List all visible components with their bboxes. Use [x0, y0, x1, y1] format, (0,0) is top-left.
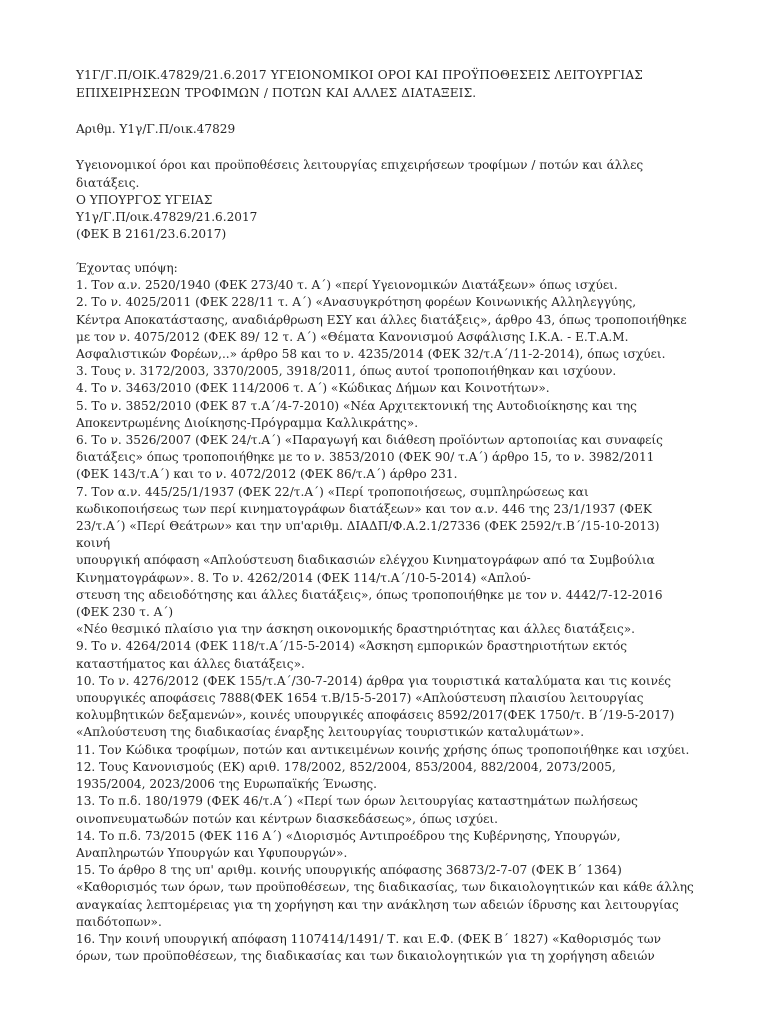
- document-text-line: Ασφαλιστικών Φορέων,..» άρθρο 58 και το ν. 4235/2014 (ΦΕΚ 32/τ.Α΄/11-2-2014), όπως ισχύει.: [76, 347, 666, 362]
- document-text-line: 11. Τον Κώδικα τροφίμων, ποτών και αντικειμένων κοινής χρήσης όπως τροποποιήθηκε και ισχύει.: [76, 742, 690, 757]
- document-text-line: 13. Το π.δ. 180/1979 (ΦΕΚ 46/τ.Α΄) «Περί των όρων λειτουργίας καταστημάτων πωλήσεως: [76, 794, 638, 809]
- considering-list: [76, 277, 696, 965]
- authority-line: Υ1γ/Γ.Π/οικ.47829/21.6.2017: [76, 210, 258, 224]
- title-line: Υγειονομικοί όροι και προϋποθέσεις λειτουργίας επιχειρήσεων τροφίμων / ποτών και άλλες: [76, 158, 644, 172]
- document-text-line: 5. Το ν. 3852/2010 (ΦΕΚ 87 τ.Α΄/4-7-2010) «Νέα Αρχιτεκτονική της Αυτοδιοίκησης και της: [76, 398, 637, 413]
- document-text-line: με τον ν. 4075/2012 (ΦΕΚ 89/ 12 τ. Α΄) «Θέματα Κανονισμού Ασφάλισης Ι.Κ.Α. - Ε.Τ.Α.Μ.: [76, 329, 629, 344]
- document-text-line: κωδικοποιήσεως των περί κινηματογράφων διατάξεων» και τον α.ν. 446 της 23/1/1937 (ΦΕΚ: [76, 501, 652, 516]
- heading-line: Υ1Γ/Γ.Π/ΟΙΚ.47829/21.6.2017 ΥΓΕΙΟΝΟΜΙΚΟΙ ΟΡΟΙ ΚΑΙ ΠΡΟΫΠΟΘΕΣΕΙΣ ΛΕΙΤΟΥΡΓΙΑΣ: [76, 68, 643, 82]
- document-text-line: υπουργικές αποφάσεις 7888(ΦΕΚ 1654 τ.Β/15-5-2017) «Απλούστευση πλαισίου λειτουργίας: [76, 691, 644, 706]
- document-text-line: 3. Τους ν. 3172/2003, 3370/2005, 3918/2011, όπως αυτοί τροποποιήθηκαν και ισχύουν.: [76, 364, 617, 379]
- document-title: [76, 156, 696, 192]
- document-text-line: «Καθορισμός των όρων, των προϋποθέσεων, της διαδικασίας, των δικαιολογητικών και κάθε άλλης: [76, 880, 694, 895]
- document-text-line: οινοπνευματωδών ποτών και κέντρων διασκεδάσεως», όπως ισχύει.: [76, 811, 499, 826]
- title-line: διατάξεις.: [76, 176, 140, 190]
- document-text-line: 12. Τους Κανονισμούς (ΕΚ) αριθ. 178/2002, 852/2004, 853/2004, 882/2004, 2073/2005,: [76, 759, 616, 774]
- document-text-line: 14. Το π.δ. 73/2015 (ΦΕΚ 116 Α΄) «Διορισμός Αντιπροέδρου της Κυβέρνησης, Υπουργών,: [76, 828, 621, 843]
- document-text-line: 7. Τον α.ν. 445/25/1/1937 (ΦΕΚ 22/τ.Α΄) «Περί τροποποιήσεως, συμπληρώσεως και: [76, 484, 589, 499]
- document-text-line: 2. Το ν. 4025/2011 (ΦΕΚ 228/11 τ. Α΄) «Ανασυγκρότηση φορέων Κοινωνικής Αλληλεγγύης,: [76, 295, 637, 310]
- document-text-line: καταστήματος και άλλες διατάξεις».: [76, 656, 305, 671]
- document-text-line: 6. Το ν. 3526/2007 (ΦΕΚ 24/τ.Α΄) «Παραγωγή και διάθεση προϊόντων αρτοποιίας και συναφείς: [76, 433, 663, 448]
- document-text-line: διατάξεις» όπως τροποποιήθηκε με το ν. 3853/2010 (ΦΕΚ 90/ τ.Α΄) άρθρο 15, το ν. 3982/2011: [76, 450, 655, 465]
- document-text-line: υπουργική απόφαση «Απλούστευση διαδικασιών ελέγχου Κινηματογράφων από τα Συμβούλια: [76, 553, 655, 568]
- document-text-line: 15. Το άρθρο 8 της υπ' αριθμ. κοινής υπουργικής απόφασης 36873/2-7-07 (ΦΕΚ Β΄ 1364): [76, 863, 622, 878]
- document-heading: [76, 66, 696, 102]
- document-text-line: 1935/2004, 2023/2006 της Ευρωπαϊκής Ένωσης.: [76, 777, 377, 792]
- document-text-line: 10. Το ν. 4276/2012 (ΦΕΚ 155/τ.Α΄/30-7-2014) άρθρα για τουριστικά καταλύματα και τις κοινές: [76, 673, 672, 688]
- document-text-line: Αποκεντρωμένης Διοίκησης-Πρόγραμμα Καλλικράτης».: [76, 415, 419, 430]
- considering-label: Έχοντας υπόψη:: [76, 261, 178, 275]
- document-text-line: 4. Το ν. 3463/2010 (ΦΕΚ 114/2006 τ. Α΄) «Κώδικας Δήμων και Κοινοτήτων».: [76, 381, 550, 396]
- document-text-line: 9. Το ν. 4264/2014 (ΦΕΚ 118/τ.Α΄/15-5-2014) «Άσκηση εμπορικών δραστηριοτήτων εκτός: [76, 639, 628, 654]
- document-text-line: κολυμβητικών δεξαμενών», κοινές υπουργικές αποφάσεις 8592/2017(ΦΕΚ 1750/τ. Β΄/19-5-2017): [76, 708, 675, 723]
- document-text-line: Κινηματογράφων». 8. Το ν. 4262/2014 (ΦΕΚ 114/τ.Α΄/10-5-2014) «Απλού-: [76, 570, 531, 585]
- document-text-line: Αναπληρωτών Υπουργών και Υφυπουργών».: [76, 845, 348, 860]
- document-text-line: όρων, των προϋποθέσεων, της διαδικασίας και των δικαιολογητικών για τη χορήγηση αδειών: [76, 949, 655, 964]
- document-text-line: 1. Τον α.ν. 2520/1940 (ΦΕΚ 273/40 τ. Α΄) «περί Υγειονομικών Διατάξεων» όπως ισχύει.: [76, 278, 618, 293]
- document-text-line: «Απλούστευση της διαδικασίας έναρξης λειτουργίας τουριστικών καταλυμάτων».: [76, 725, 585, 740]
- document-text-line: (ΦΕΚ 143/τ.Α΄) και το ν. 4072/2012 (ΦΕΚ 86/τ.Α΄) άρθρο 231.: [76, 467, 458, 482]
- document-text-line: αναγκαίας λεπτομέρειας για τη χορήγηση και την ανάκληση των αδειών ίδρυσης και λειτουργίας: [76, 897, 679, 912]
- authority-line: Ο ΥΠΟΥΡΓΟΣ ΥΓΕΙΑΣ: [76, 193, 213, 207]
- document-text-line: «Νέο θεσμικό πλαίσιο για την άσκηση οικονομικής δραστηριότητας και άλλες διατάξεις».: [76, 622, 636, 637]
- document-page: [76, 66, 696, 965]
- document-text-line: παιδότοπων».: [76, 914, 162, 929]
- heading-line: ΕΠΙΧΕΙΡΗΣΕΩΝ ΤΡΟΦΙΜΩΝ / ΠΟΤΩΝ ΚΑΙ ΑΛΛΕΣ ΔΙΑΤΑΞΕΙΣ.: [76, 86, 477, 100]
- document-text-line: Κέντρα Αποκατάστασης, αναδιάρθρωση ΕΣΥ και άλλες διατάξεις», άρθρο 43, όπως τροποποιήθηκε: [76, 312, 687, 327]
- issuing-authority: [76, 192, 696, 243]
- authority-line: (ΦΕΚ Β 2161/23.6.2017): [76, 227, 227, 241]
- document-text-line: (ΦΕΚ 230 τ. Α΄): [76, 605, 174, 620]
- document-text-line: κοινή: [76, 536, 111, 551]
- document-text-line: στευση της αδειοδότησης και άλλες διατάξεις», όπως τροποποιήθηκε με τον ν. 4442/7-12-2016: [76, 587, 663, 602]
- document-text-line: 16. Την κοινή υπουργική απόφαση 1107414/1491/ Τ. και Ε.Φ. (ΦΕΚ Β΄ 1827) «Καθορισμός των: [76, 931, 662, 946]
- reference-number: Αριθμ. Υ1γ/Γ.Π/οικ.47829: [76, 122, 236, 136]
- document-text-line: 23/τ.Α΄) «Περί Θεάτρων» και την υπ'αριθμ. ΔΙΑΔΠ/Φ.Α.2.1/27336 (ΦΕΚ 2592/τ.Β΄/15-10-2013): [76, 519, 660, 534]
